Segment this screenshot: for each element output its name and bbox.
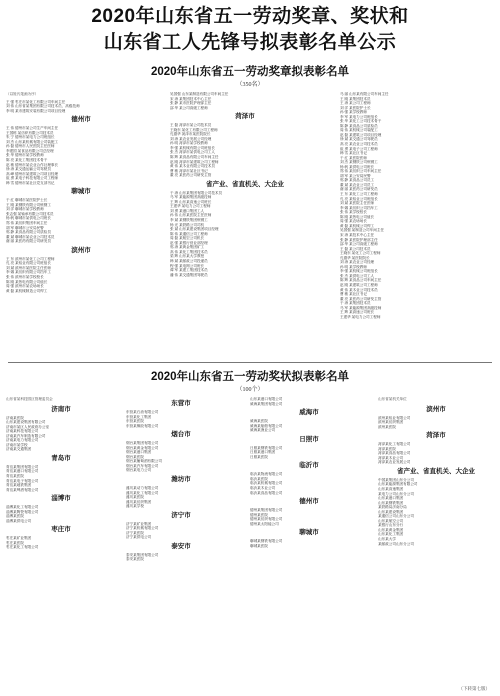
list-item: 周 强 某农场场长 [340, 219, 367, 224]
list-item: 菏泽某食品有限公司 [378, 451, 411, 456]
list-item: 谢 丽 某医药有限公司研发员 [6, 239, 51, 244]
list-item: 曹 敏 某社区书记 [340, 292, 367, 297]
list-item: 张 杰 某供电公司工人 [340, 273, 375, 278]
list-item: 崔 勇 某电子科技有限公司工程师 [6, 176, 59, 181]
list-item: 烟台某黄金有限公司 [126, 445, 159, 450]
list-item: 陈 亮 某化工集团技术骨干 [6, 158, 48, 163]
certificate-column-2 [126, 397, 236, 687]
list-item: 泰安某集团有限公司 [126, 552, 159, 557]
region-heading: 枣庄市 [51, 526, 71, 534]
list-item: 某电力公司山东分公司 [378, 491, 414, 496]
list-item: 马 丽 山东某有限公司车间主任 [340, 92, 389, 96]
certificate-section-count: （100个） [236, 387, 264, 393]
list-item: 烟台某电力公司 [126, 468, 152, 473]
list-item: 张 杰 菏泽市某供电公司工人 [170, 150, 215, 155]
list-item: 陈 刚 某热电公司值长 [340, 214, 375, 219]
list-item: 高 伟 某化工集团技术员 [170, 249, 208, 254]
list-item: 潍坊某学校 [126, 504, 144, 509]
list-item: 王 辉 某高速公司班长 [340, 310, 375, 315]
list-item: 王 磊 菏泽市某公司技术员 [170, 123, 212, 128]
list-item: 威海某船舶有限公司 [250, 423, 283, 428]
list-item: 威海某集团有限公司 [250, 401, 283, 406]
list-item: 王 刚 某钢铁有限公司炼钢工 [6, 202, 51, 207]
region-heading: 日照市 [299, 435, 319, 443]
list-item: 赵 刚 某建筑公司工程师 [340, 282, 378, 287]
list-item: 郭 静 某食品公司员工 [340, 178, 375, 183]
list-item: 胡 军 聊城市公安局民警 [6, 225, 44, 230]
list-item: 张 伟 滨州市某学校校长 [6, 274, 44, 279]
list-item: 邵 华 某公司高级工程师 [170, 105, 208, 110]
list-item: 山东某黄金集团 [378, 527, 404, 532]
list-item: 王 磊 某公司技术员 [340, 246, 371, 251]
list-item: 山东某大学 [378, 537, 396, 542]
list-item: 刘 勇 某港口集团工人 [170, 208, 205, 213]
list-item: 王 东 滨州市某化工公司工程师 [6, 256, 55, 261]
list-item: 孔 亮 某铝业有限公司班组长 [6, 261, 51, 266]
list-item: 济南市某区人民政府办公室 [6, 424, 50, 429]
list-item: 潍坊某纺织集团 [126, 499, 152, 504]
list-item: 德州某纺织有限公司 [250, 517, 283, 522]
list-item: 黄 伟 某木业公司技术员 [340, 287, 378, 292]
region-heading: 菏泽市 [235, 113, 255, 121]
list-item: 杨 帆 某供电公司班长 [340, 164, 375, 169]
list-item: 孔德华 菏泽市某医院院长 [170, 132, 211, 137]
list-item: 邵 华 某公司高级工程师 [340, 242, 378, 247]
certificate-column-4 [378, 397, 494, 677]
list-item: 于 涛 山东某集团有限公司技术员 [170, 190, 223, 195]
certificate-column-1 [6, 397, 116, 687]
certificate-column-3 [250, 397, 368, 687]
column-note: （以姓氏笔画为序） [6, 92, 39, 96]
list-item: 东营某石油有限公司 [126, 410, 159, 414]
list-item: 潘 伟 某交通集团驾驶员 [170, 272, 208, 277]
region-heading: 东营市 [171, 400, 191, 407]
list-item: 谢 丽 某医药公司研发员 [340, 187, 378, 192]
list-item: 郭 涛 某黄金集团矿工 [170, 245, 205, 250]
list-item: 山东某钢铁集团 [378, 500, 404, 505]
region-heading: 淄博市 [51, 495, 71, 503]
medal-column-middle [170, 92, 320, 354]
list-item: 青岛某医院 [6, 474, 24, 479]
region-heading: 聊城市 [71, 188, 91, 196]
list-item: 董 斌 聊城市某农业公司技术员 [6, 234, 55, 239]
list-item: 菏泽某农业发展公司 [378, 460, 411, 465]
list-item: 杨 光 某铁路公司司机 [170, 222, 205, 227]
list-item: 郑 伟 某纺织集团车间主任 [6, 221, 48, 226]
list-item: 周 伟 某机械公司装配工 [340, 128, 378, 133]
list-item: 宋 涛 某技术中心主任 [340, 232, 375, 237]
list-item: 董 斌 某农业公司员工 [340, 182, 375, 187]
list-item: 烟台某港口集团 [126, 450, 152, 455]
list-item: 滨州某纺织集团 [378, 420, 404, 425]
list-item: 聊城某医院 [250, 543, 268, 548]
list-item: 东营某医院 [126, 419, 144, 424]
list-item: 吴国强 山东某制造有限公司车间主任 [170, 92, 229, 96]
list-item: 德州某集团有限公司 [250, 508, 283, 513]
list-item: 潍坊某医院 [126, 495, 144, 500]
list-item: 孙 伟 山东某医院主任医师 [170, 213, 212, 218]
column-note: 山东省某机关单位 [378, 397, 407, 401]
list-item: 梁 辉 山东某大学教授 [170, 254, 205, 259]
list-item: 某银行山东分行 [378, 523, 404, 528]
list-item: 王建华 某电力公司工程师 [340, 314, 381, 319]
region-heading: 济南市 [51, 405, 71, 413]
list-item: 山东某港口有限公司 [250, 397, 283, 401]
region-heading: 省产业、省直机关、大企业 [206, 180, 284, 188]
list-item: 曹 敏 菏泽市某社区书记 [170, 168, 208, 173]
list-item: 山东某化工集团 [378, 532, 404, 537]
list-item: 李 强 某机械有限公司班组长 [170, 145, 215, 150]
list-item: 王 辉 山东某高速公司班长 [170, 199, 212, 204]
list-item: 刘 洋 某医院护士长 [340, 105, 371, 110]
list-item: 朱 宁 德州市某电力公司班组长 [6, 135, 55, 140]
list-item: 李建国 某食品有限公司总经理 [6, 148, 54, 153]
list-item: 李 斌 某钢铁集团炼钢工 [170, 218, 208, 223]
region-heading: 烟台市 [171, 431, 191, 439]
list-item: 山东某港口集团 [378, 496, 404, 501]
region-heading: 德州市 [299, 498, 319, 506]
list-item: 孙 明 某学校教师 [340, 264, 367, 269]
list-item: 潍坊某化工有限公司 [126, 490, 159, 495]
list-item: 东营某化工集团 [126, 414, 152, 419]
region-heading: 威海市 [299, 409, 319, 417]
list-item: 陈 辉 某食品有限公司车间主任 [170, 155, 219, 160]
list-item: 山东某建设集团 [378, 509, 404, 514]
list-item: 张 斌 山东某建设集团项目经理 [170, 227, 219, 232]
list-item: 东营某橡胶有限公司 [126, 423, 159, 428]
list-item: 郑 伟 某纺织公司车间主任 [340, 169, 382, 174]
list-item: 菏泽某木业公司 [378, 455, 404, 460]
list-item: 山东某航空公司 [378, 518, 404, 523]
list-item: 张 华 某化工公司技术骨干 [340, 119, 382, 124]
list-item: 孙 强 某学校教师 [340, 110, 367, 115]
list-item: 青岛某地铁集团 [6, 483, 32, 488]
list-item: 赵 强 某银行营业部经理 [170, 240, 208, 245]
list-item: 济南某医院 [6, 415, 24, 420]
list-item: 王 东 某化工公司工程师 [340, 192, 378, 197]
list-item: 潍坊某动力有限公司 [126, 486, 159, 491]
list-item: 青岛某啤酒有限公司 [6, 487, 39, 492]
list-item: 董 亮 某医药公司研发主管 [170, 173, 212, 178]
page-title-line-2: 山东省工人先锋号拟表彰名单公示 [103, 32, 397, 53]
list-item: 刘 斌 滨州市某医院主任医师 [6, 265, 51, 270]
list-item: 菏泽某化工有限公司 [378, 442, 411, 447]
list-item: 高 峰 德州市某建筑公司项目经理 [6, 171, 59, 176]
list-item: 青岛某集团有限公司 [6, 464, 39, 469]
list-item: 淄博某化工有限公司 [6, 505, 39, 510]
list-item: 德州某太阳能公司 [250, 521, 279, 526]
list-item: 济宁某矿业集团 [126, 521, 152, 526]
list-item: 烟台某葡萄酒有限公司 [126, 459, 162, 464]
list-item: 济南某交通集团 [6, 447, 32, 452]
list-item: 山东某能源集团有限公司 [378, 482, 418, 487]
region-heading: 聊城市 [299, 529, 319, 537]
list-item: 陈 静 某食品公司质检员 [340, 123, 378, 128]
list-item: 黄 伟 某木业有限公司技术员 [170, 164, 215, 169]
list-item: 刘 杰 某钢铁公司炼钢工 [340, 160, 378, 165]
list-item: 董 亮 某医药公司研发主管 [340, 296, 382, 301]
list-item: 于 涛 某集团技术员 [340, 301, 371, 306]
medal-column-right [340, 92, 494, 354]
list-item: 枣庄某化工有限公司 [6, 545, 39, 550]
list-item: 临沂某食品有限公司 [250, 490, 283, 495]
list-item: 刘 涛 某农业公司经理 [340, 260, 375, 265]
list-item: 临沂某机械有限公司 [250, 481, 283, 486]
list-item: 韩 雪 德州市某社区党支部书记 [6, 180, 55, 185]
region-heading: 滨州市 [71, 246, 91, 254]
list-item: 刘 杰 山东某机械有限公司装配工 [6, 139, 59, 144]
list-item: 陈 辉 某食品公司车间主任 [340, 278, 382, 283]
certificate-section-title: 2020年山东省五一劳动奖状拟表彰名单 [150, 371, 350, 383]
list-item: 徐 涛 某交通运输公司驾驶员 [6, 167, 51, 172]
region-heading: 青岛市 [51, 454, 71, 462]
list-item: 张志强 某轴承有限公司技术员 [6, 211, 54, 216]
list-item: 某邮政公司山东分公司 [378, 541, 414, 546]
list-item: 青岛某港口有限公司 [6, 469, 39, 474]
list-item: 赵 敏 德州市某农业合作社理事长 [6, 162, 59, 167]
list-item: 济宁某供电公司 [126, 535, 152, 540]
list-item: 日照某钢铁有限公司 [250, 445, 283, 450]
medal-section-count: （350名） [236, 82, 264, 88]
list-item: 王国栋 某纺织有限公司技术员 [6, 130, 54, 135]
list-item: 孙 明 菏泽市某学校教师 [170, 141, 208, 146]
list-item: 王 涛 某公司工程师 [340, 101, 371, 106]
list-item: 山东某高速集团 [378, 487, 404, 492]
list-item: 日照某港口集团 [250, 450, 276, 455]
list-item: 淄博某供电公司 [6, 518, 32, 523]
list-item: 于 红 某医院医师 [340, 155, 367, 160]
list-item: 济南市某学校 [6, 442, 28, 447]
page-title-line-1: 2020年山东省五一劳动奖章、奖状和 [91, 6, 409, 27]
list-item: 枣庄某医院 [6, 540, 24, 545]
list-item: 威海某渔业公司 [250, 428, 276, 433]
list-item: 孔德华 某医院院长 [340, 255, 370, 260]
list-item: 马 军 某能源集团高级技师 [170, 195, 212, 200]
list-item: 郭 静 某食品有限公司质检员 [6, 230, 51, 235]
list-item: 滨州某铝业有限公司 [378, 415, 411, 420]
list-item: 威海某医院 [250, 419, 268, 424]
column-note: 山东省某科技园区管理委员会 [6, 397, 53, 401]
list-item: 临沂某医院 [250, 476, 268, 481]
list-item: 王建华 某电力公司工程师 [170, 204, 211, 209]
list-item: 王 强 枣庄市某化工有限公司车间主任 [6, 99, 66, 104]
list-item: 王 刚 某集团技术员 [340, 96, 371, 101]
list-item: 泰安某医院 [126, 557, 144, 562]
list-item: 李 强 某机械公司班组长 [340, 269, 378, 274]
list-item: 淄博某医院 [6, 514, 24, 519]
list-item: 济南某科技有限公司 [6, 429, 39, 434]
list-item: 陈 刚 某热电有限公司值长 [6, 279, 48, 284]
list-item: 聊城某钢铁有限公司 [250, 539, 283, 544]
list-item: 宋 涛 某集团技术中心主任 [170, 96, 212, 101]
list-item: 周 强 滨州市某农场场长 [6, 284, 44, 289]
region-heading: 省产业、省直机关、大企业 [397, 467, 475, 475]
list-item: 刘 伟 山东省某集团有限公司技术员、高级技师 [6, 104, 80, 109]
list-item: 韩 雪 某社区书记 [340, 151, 367, 156]
region-heading: 德州市 [71, 116, 91, 124]
list-item: 烟台某医院 [126, 454, 144, 459]
list-item: 刘 斌 某医院主任医师 [340, 201, 375, 206]
list-item: 李 军 某电力公司班组长 [340, 114, 378, 119]
list-item: 淄博某陶瓷有限公司 [6, 509, 39, 514]
medal-column-left [6, 92, 156, 354]
list-item: 马 军 某能源集团高级技师 [340, 305, 382, 310]
list-item: 杨 帆 聊城市某供电公司班长 [6, 216, 51, 221]
list-item: 山东某建设集团有限公司 [6, 420, 46, 425]
list-item: 某通信公司山东分公司 [378, 514, 414, 519]
list-item: 枣庄某矿业集团 [6, 536, 32, 541]
region-heading: 济宁市 [171, 511, 191, 519]
list-item: 刘 洋 聊城市某学校教师 [6, 207, 44, 212]
list-item: 李 娜 某纺织公司挡车工 [340, 205, 378, 210]
list-item: 陈 伟 某通信公司工程师 [170, 231, 208, 236]
list-item: 济宁某机械有限公司 [126, 526, 159, 531]
list-item: 赵 刚 菏泽市某建筑公司工程师 [170, 159, 219, 164]
list-item: 王 伟 德州市某公司生产车间主任 [6, 126, 59, 131]
list-item: 张 静 某市医院护理部主任 [170, 101, 212, 106]
list-item: 孙 磊 德州市人民医院主任医师 [6, 144, 55, 149]
list-item: 高 亮 某农业公司技术员 [340, 142, 378, 147]
list-item: 赵 磊 某建筑公司项目经理 [340, 132, 382, 137]
list-item: 张 静 某医院护理部主任 [340, 237, 378, 242]
list-item: 胡 军 某公安局民警 [340, 173, 371, 178]
list-item: 谭 军 某建工集团技术员 [170, 268, 208, 273]
list-item: 青岛某电子有限公司 [6, 478, 39, 483]
list-item: 孔 亮 某铝业公司班组长 [340, 196, 378, 201]
region-heading: 滨州市 [426, 405, 446, 413]
region-heading: 泰安市 [171, 542, 191, 550]
list-item: 某铁路局济南分局 [378, 505, 407, 510]
list-item: 张 伟 某学校校长 [340, 210, 367, 215]
list-item: 韩 斌 某邮政公司投递员 [170, 258, 208, 263]
list-item: 徐 斌 某交通公司驾驶员 [340, 137, 378, 142]
list-item: 黄 磊 某机械制造公司焊工 [6, 288, 48, 293]
list-item: 王晓东 某化工公司工程师 [340, 251, 381, 256]
list-item: 王晓东 某化工有限公司工程师 [170, 127, 218, 132]
region-heading: 潍坊市 [171, 476, 191, 484]
list-item: 黄 磊 某机械公司焊工 [340, 223, 375, 228]
list-item: 临沂某物流有限公司 [250, 472, 283, 477]
list-item: 刘 涛 某农业发展公司经理 [170, 136, 212, 141]
list-item: 李 明 某市建筑安装有限公司项目经理 [6, 108, 66, 113]
list-item: 周 磊 某航空公司机长 [170, 236, 205, 241]
list-item: 德州某医院 [250, 512, 268, 517]
list-item: 烟台某集团有限公司 [126, 441, 159, 446]
list-item: 中国某集团山东分公司 [378, 477, 414, 482]
list-item: 张 华 德州市某学校教师 [6, 153, 44, 158]
list-item: 济南某汽车制造有限公司 [6, 433, 46, 438]
list-item: 日照某医院 [250, 454, 268, 459]
list-item: 滨州某医院 [378, 424, 396, 429]
list-item: 济宁某医院 [126, 530, 144, 535]
list-item: 于 红 聊城市某医院护士长 [6, 198, 48, 203]
region-heading: 菏泽市 [426, 432, 446, 440]
section-divider [8, 362, 492, 363]
list-item: 济南某电力有限公司 [6, 438, 39, 443]
continued-note: （下转第七版） [458, 686, 490, 691]
list-item: 程 强 某电网公司班长 [170, 263, 205, 268]
list-item: 烟台某汽车有限公司 [126, 463, 159, 468]
region-heading: 临沂市 [299, 462, 319, 470]
list-item: 菏泽某医院 [378, 446, 396, 451]
list-item: 李 娜 某纺织有限公司挡车工 [6, 270, 51, 275]
list-item: 临沂某木业公司 [250, 486, 276, 491]
medal-section-title: 2020年山东省五一劳动奖章拟表彰名单 [150, 66, 350, 78]
list-item: 崔 勇 某电子公司工程师 [340, 146, 378, 151]
list-item: 吴国强 某制造公司车间主任 [340, 228, 385, 233]
